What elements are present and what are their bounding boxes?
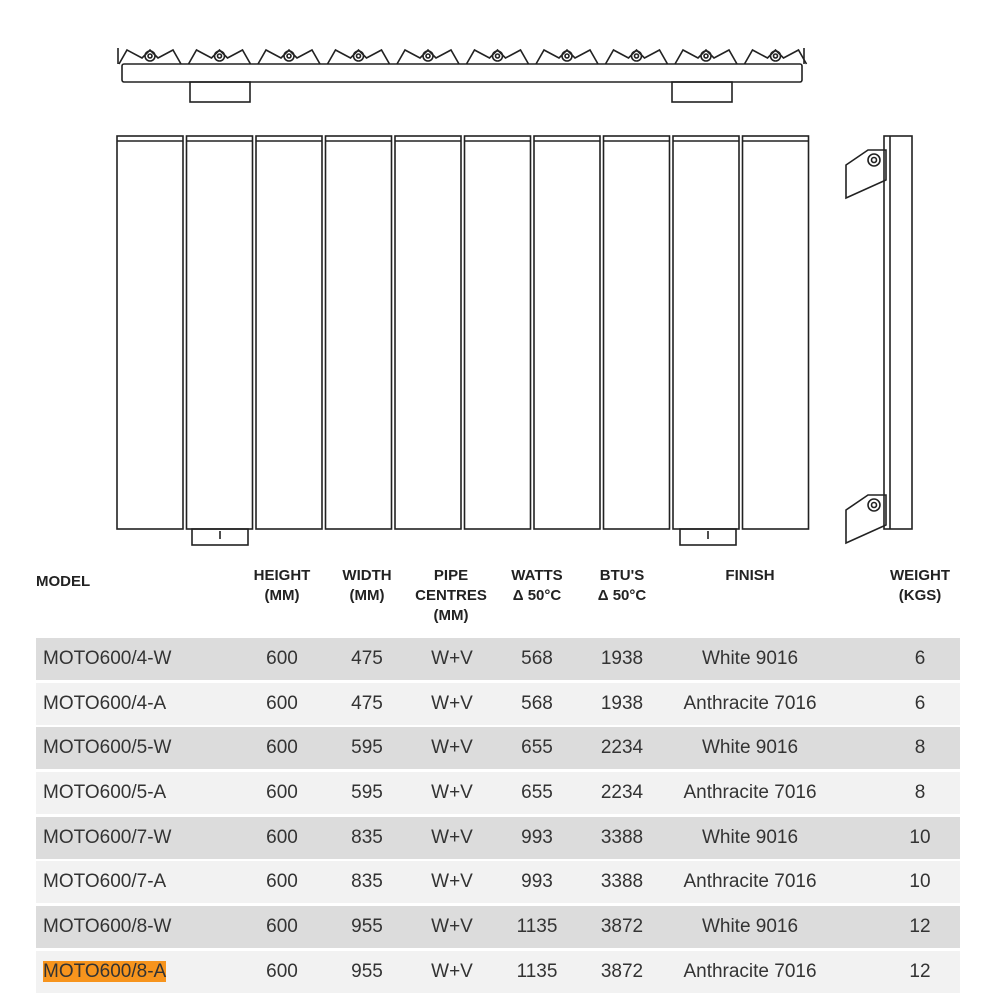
table-row [36,817,960,859]
cell-weight: 8 [914,782,926,804]
cell-weight: 12 [909,916,931,938]
radiator-panel [187,136,253,529]
cell-btus: 3388 [600,826,644,848]
table-row [36,951,960,993]
cell-finish: Anthracite 7016 [683,871,817,893]
cell-model: MOTO600/5-A [43,782,167,804]
cell-watts: 993 [521,871,553,893]
table-row [36,638,960,680]
radiator-fin [258,50,320,64]
cell-width: 475 [351,648,383,669]
header-watts: WATTS Δ 50°C [511,567,563,604]
cell-btus: 2234 [600,782,644,804]
cell-finish: White 9016 [701,916,799,938]
header-finish: FINISH [725,567,775,584]
cell-finish: White 9016 [701,737,799,759]
cell-model: MOTO600/7-W [43,826,172,848]
cell-btus: 3872 [600,916,644,938]
cell-width: 595 [351,737,383,759]
cell-width: 595 [351,782,383,804]
cell-weight: 12 [909,960,931,982]
spec-table [36,638,960,996]
table-row [36,727,960,769]
cell-btus: 3872 [600,960,644,982]
radiator-panel [534,136,600,529]
radiator-panel [465,136,531,529]
cell-finish: Anthracite 7016 [683,960,817,982]
cell-watts: 655 [521,737,553,759]
cell-model: MOTO600/7-A [43,871,167,893]
cell-pipe: W+V [431,871,473,893]
cell-finish: White 9016 [701,648,799,669]
header-height: HEIGHT (MM) [253,567,311,604]
radiator-fin [606,50,668,64]
table-row [36,861,960,903]
cell-watts: 1135 [516,916,558,938]
table-row [36,772,960,814]
radiator-panel [326,136,392,529]
cell-height: 600 [266,960,298,982]
radiator-panel [604,136,670,529]
cell-weight: 10 [909,871,931,893]
cell-watts: 568 [521,692,553,714]
table-row [36,683,960,725]
radiator-fin [467,50,529,64]
cell-weight: 6 [914,648,926,669]
radiator-fin [536,50,598,64]
cell-pipe: W+V [431,916,473,938]
cell-model: MOTO600/8-W [43,916,172,938]
cell-watts: 993 [521,826,553,848]
table-row [36,906,960,948]
radiator-front-view [117,136,809,545]
cell-watts: 655 [521,782,553,804]
cell-btus: 2234 [600,737,644,759]
cell-model: MOTO600/4-A [43,692,167,714]
cell-weight: 6 [914,692,926,714]
cell-watts: 1135 [516,960,558,982]
radiator-fin [745,50,807,64]
cell-height: 600 [266,871,298,893]
cell-finish: Anthracite 7016 [683,692,817,714]
cell-btus: 3388 [600,871,644,893]
radiator-panel [256,136,322,529]
header-model: MODEL [36,573,91,590]
header-btus: BTU'S Δ 50°C [597,567,647,604]
cell-height: 600 [266,826,298,848]
cell-width: 835 [351,871,383,893]
radiator-fin [675,50,737,64]
cell-pipe: W+V [431,692,473,714]
cell-pipe: W+V [431,782,473,804]
cell-width: 835 [351,826,383,848]
radiator-top-view [118,48,807,102]
highlighted-model: MOTO600/8-A [43,960,167,982]
cell-height: 600 [266,737,298,759]
header-width: WIDTH (MM) [342,567,392,604]
radiator-fin [328,50,390,64]
header-weight: WEIGHT (KGS) [890,567,950,604]
cell-height: 600 [266,692,298,714]
radiator-panel [395,136,461,529]
cell-btus: 1938 [600,692,644,714]
radiator-fin [397,50,459,64]
cell-pipe: W+V [431,960,473,982]
cell-model [43,961,203,983]
cell-height: 600 [266,648,298,669]
radiator-fin [189,50,251,64]
cell-width: 955 [351,960,383,982]
cell-model: MOTO600/5-W [43,737,172,759]
radiator-panel [743,136,809,529]
cell-watts: 568 [521,648,553,669]
radiator-fin [119,50,181,64]
cell-height: 600 [266,916,298,938]
cell-height: 600 [266,782,298,804]
cell-pipe: W+V [431,737,473,759]
cell-finish: White 9016 [701,826,799,848]
radiator-panel [117,136,183,529]
radiator-panel [673,136,739,529]
cell-weight: 10 [909,826,931,848]
cell-width: 475 [351,692,383,714]
cell-weight: 8 [914,737,926,759]
cell-width: 955 [351,916,383,938]
cell-pipe: W+V [431,648,473,669]
cell-pipe: W+V [431,826,473,848]
cell-btus: 1938 [600,648,644,669]
cell-model: MOTO600/4-W [43,648,172,669]
cell-finish: Anthracite 7016 [683,782,817,804]
header-pipe-centres: PIPE CENTRES (MM) [415,567,487,624]
radiator-side-view [846,136,912,543]
